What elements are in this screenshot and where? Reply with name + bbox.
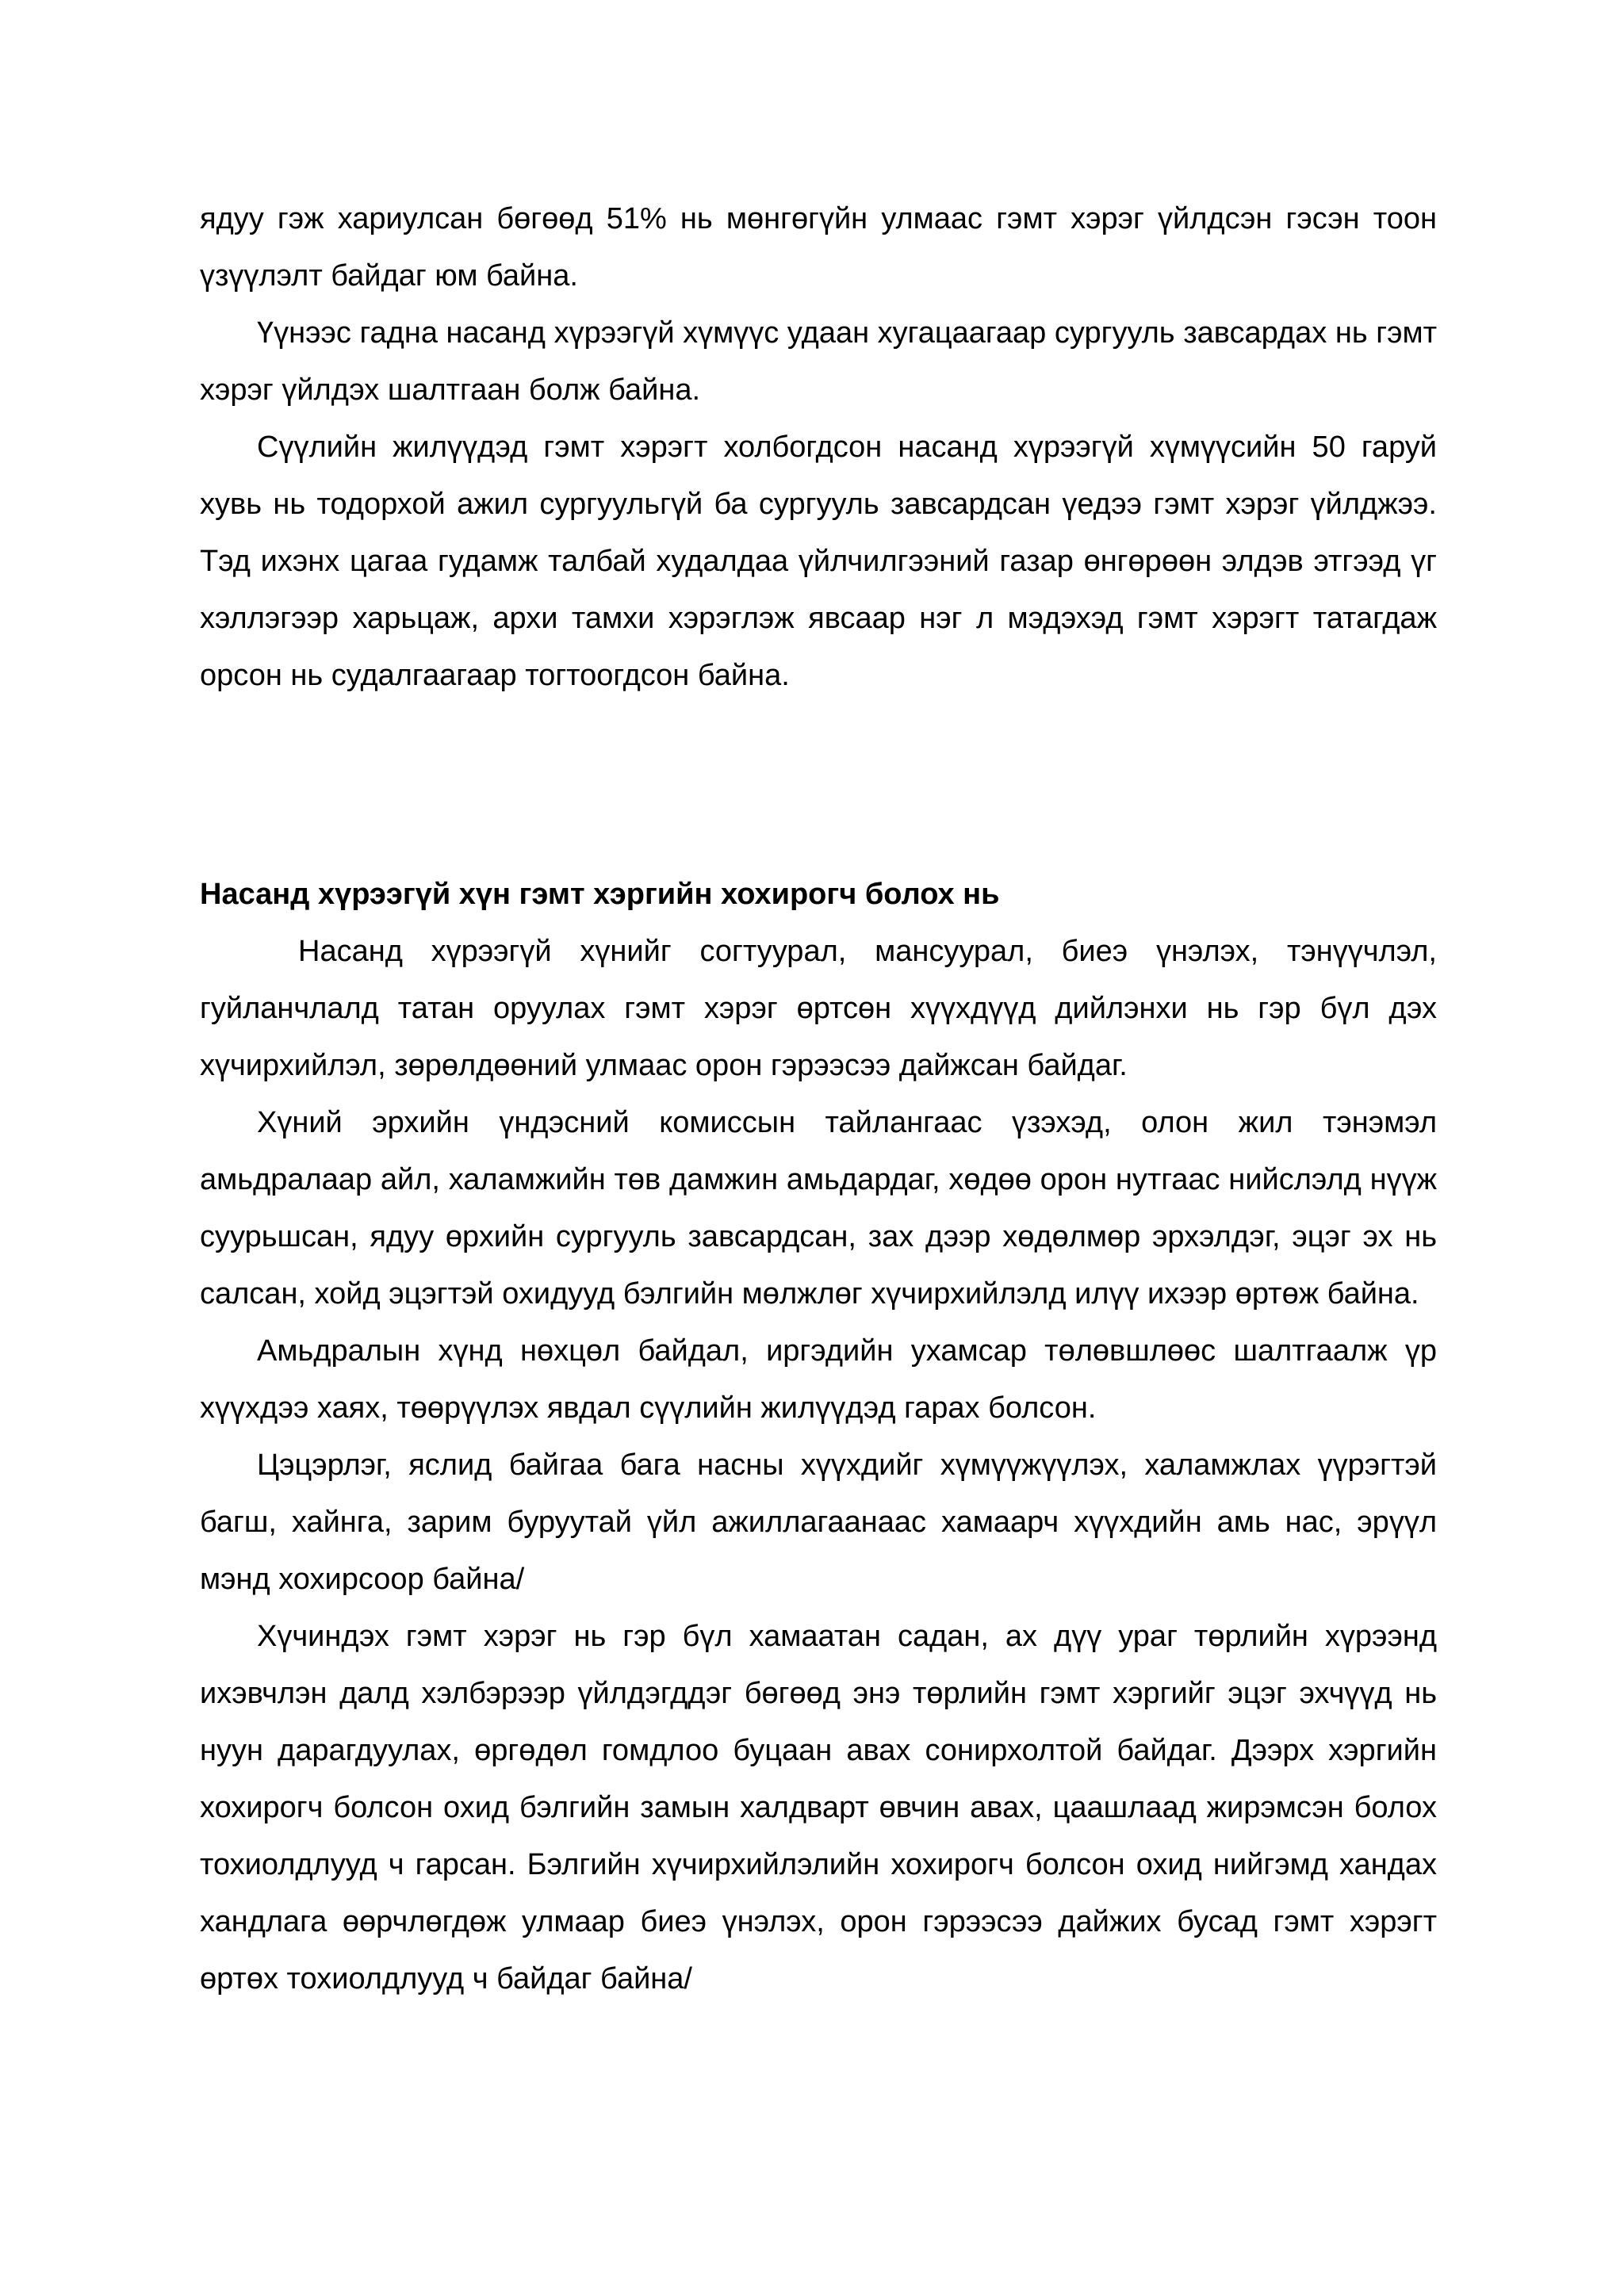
paragraph: Хүний эрхийн үндэсний комиссын тайлангаас үзэхэд, олон жил тэнэмэл амьдралаар айл, халамжийн төв дамжин амьдардаг, хөдөө орон нутгаас нийслэлд нүүж суурьшсан, ядуу өрхийн сургууль завсардсан, зах дээр хөдөлмөр эрхэлдэг, эцэг эх нь салсан, хойд эцэгтэй охидууд бэлгийн мөлжлөг хүчирхийлэлд илүү ихээр өртөж байна. bbox=[200, 1106, 1437, 1311]
paragraph: Цэцэрлэг, яслид байгаа бага насны хүүхдийг хүмүүжүүлэх, халамжлах үүрэгтэй багш, хайнга, зарим буруутай үйл ажиллагаанаас хамаарч хүүхдийн амь нас, эрүүл мэнд хохирсоор байна/ bbox=[200, 1448, 1437, 1596]
paragraph: Хүчиндэх гэмт хэрэг нь гэр бүл хамаатан садан, ах дүү ураг төрлийн хүрээнд ихэвчлэн далд хэлбэрээр үйлдэгддэг бөгөөд энэ төрлийн гэмт хэргийг эцэг эхчүүд нь нуун дарагдуулах, өргөдөл гомдлоо буцаан авах сонирхолтой байдаг. Дээрх хэргийн хохирогч болсон охид бэлгийн замын халдварт өвчин авах, цаашлаад жирэмсэн болох тохиолдлууд ч гарсан. Бэлгийн хүчирхийлэлийн хохирогч болсон охид нийгэмд хандах хандлага өөрчлөгдөж улмаар биеэ үнэлэх, орон гэрээсээ дайжих бусад гэмт хэрэгт өртөх тохиолдлууд ч байдаг байна/ bbox=[200, 1620, 1437, 1996]
paragraph: Насанд хүрээгүй хүнийг согтуурал, мансуурал, биеэ үнэлэх, тэнүүчлэл, гуйланчлалд татан оруулах гэмт хэрэг өртсөн хүүхдүүд дийлэнхи нь гэр бүл дэх хүчирхийлэл, зөрөлдөөний улмаас орон гэрээсээ дайжсан байдаг. bbox=[200, 935, 1437, 1082]
section-heading: Насанд хүрээгүй хүн гэмт хэргийн хохирогч болох нь bbox=[200, 878, 1000, 911]
paragraph: Сүүлийн жилүүдэд гэмт хэрэгт холбогдсон насанд хүрээгүй хүмүүсийн 50 гаруй хувь нь тодорхой ажил сургуульгүй ба сургууль завсардсан үедээ гэмт хэрэг үйлджээ. Тэд ихэнх цагаа гудамж талбай худалдаа үйлчилгээний газар өнгөрөөн элдэв этгээд үг хэллэгээр харьцаж, архи тамхи хэрэглэж явсаар нэг л мэдэхэд гэмт хэрэгт татагдаж орсон нь судалгаагаар тогтоогдсон байна. bbox=[200, 430, 1437, 692]
paragraph: Үүнээс гадна насанд хүрээгүй хүмүүс удаан хугацаагаар сургууль завсардах нь гэмт хэрэг үйлдэх шалтгаан болж байна. bbox=[200, 316, 1437, 407]
section-block bbox=[200, 866, 1437, 2007]
paragraph-continuation: ядуу гэж хариулсан бөгөөд 51% нь мөнгөгүйн улмаас гэмт хэрэг үйлдсэн гэсэн тоон үзүүлэлт байдаг юм байна. bbox=[200, 202, 1437, 293]
paragraph: Амьдралын хүнд нөхцөл байдал, иргэдийн ухамсар төлөвшлөөс шалтгаалж үр хүүхдээ хаях, төөрүүлэх явдал сүүлийн жилүүдэд гарах болсон. bbox=[200, 1334, 1437, 1425]
top-text-block bbox=[200, 190, 1437, 704]
